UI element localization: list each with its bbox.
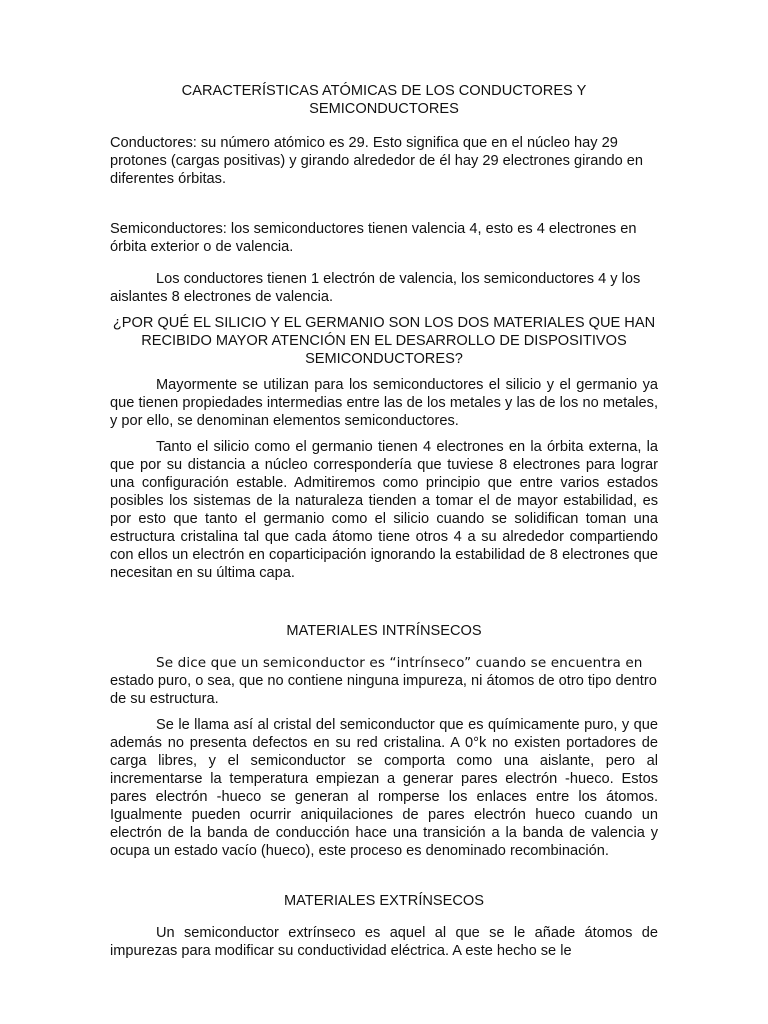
section-heading-intrinsecos: MATERIALES INTRÍNSECOS: [286, 623, 482, 639]
paragraph-intrinseco-rest: estado puro, o sea, que no contiene ninguna impureza, ni átomos de otro tipo dentro de su estructura.: [110, 673, 657, 707]
paragraph-extrinseco: Un semiconductor extrínseco es aquel al que se le añade átomos de impurezas para modificar su conductividad eléctrica. A este hecho se le: [110, 925, 658, 959]
paragraph-mayormente: Mayormente se utilizan para los semiconductores el silicio y el germanio ya que tienen propiedades intermedias entre las de los metales y las de los no metales, y por ello, se denominan elementos semiconductores.: [110, 377, 658, 429]
paragraph-intrinseco: [110, 654, 658, 708]
paragraph-tanto: Tanto el silicio como el germanio tienen 4 electrones en la órbita externa, la que por su distancia a núcleo correspondería que tuviese 8 electrones para lograr una configuración estable. Admitiremos como principio que entre varios estados posibles los sistemas de la naturaleza tienden a tomar el de mayor estabilidad, es por esto que tanto el germanio como el silicio cuando se solidifican toman una estructura cristalina tal que cada átomo tiene otros 4 a su alrededor compartiendo con ellos un electrón en coparticipación ignorando la estabilidad de 8 electrones que necesitan en su última capa.: [110, 439, 658, 581]
paragraph-valencia: Los conductores tienen 1 electrón de valencia, los semiconductores 4 y los aislantes 8 electrones de valencia.: [110, 271, 641, 305]
section-heading-question: ¿POR QUÉ EL SILICIO Y EL GERMANIO SON LOS DOS MATERIALES QUE HAN RECIBIDO MAYOR ATENCIÓN EN EL DESARROLLO DE DISPOSITIVOS SEMICONDUCTORES?: [112, 315, 656, 367]
section-heading-extrinsecos: MATERIALES EXTRÍNSECOS: [283, 893, 485, 909]
document-title: CARACTERÍSTICAS ATÓMICAS DE LOS CONDUCTORES Y SEMICONDUCTORES: [181, 83, 587, 117]
paragraph-semiconductores: Semiconductores: los semiconductores tienen valencia 4, esto es 4 electrones en órbita exterior o de valencia.: [110, 221, 637, 255]
paragraph-conductores: Conductores: su número atómico es 29. Esto significa que en el núcleo hay 29 protones (cargas positivas) y girando alrededor de él hay 29 electrones girando en diferentes órbitas.: [110, 135, 643, 187]
paragraph-cristal: Se le llama así al cristal del semiconductor que es químicamente puro, y que además no presenta defectos en su red cristalina. A 0°k no existen portadores de carga libres, y el semiconductor se comporta como una aislante, pero al incrementarse la temperatura empiezan a generar pares electrón -hueco. Estos pares electrón -hueco se generan al romperse los enlaces entre los átomos. Igualmente pueden ocurrir aniquilaciones de pares electrón hueco cuando un electrón de la banda de conducción hace una transición a la banda de valencia y ocupa un estado vacío (hueco), este proceso es denominado recombinación.: [110, 717, 658, 859]
paragraph-intrinseco-first-line: Se dice que un semiconductor es “intrínseco” cuando se encuentra en: [156, 655, 643, 671]
